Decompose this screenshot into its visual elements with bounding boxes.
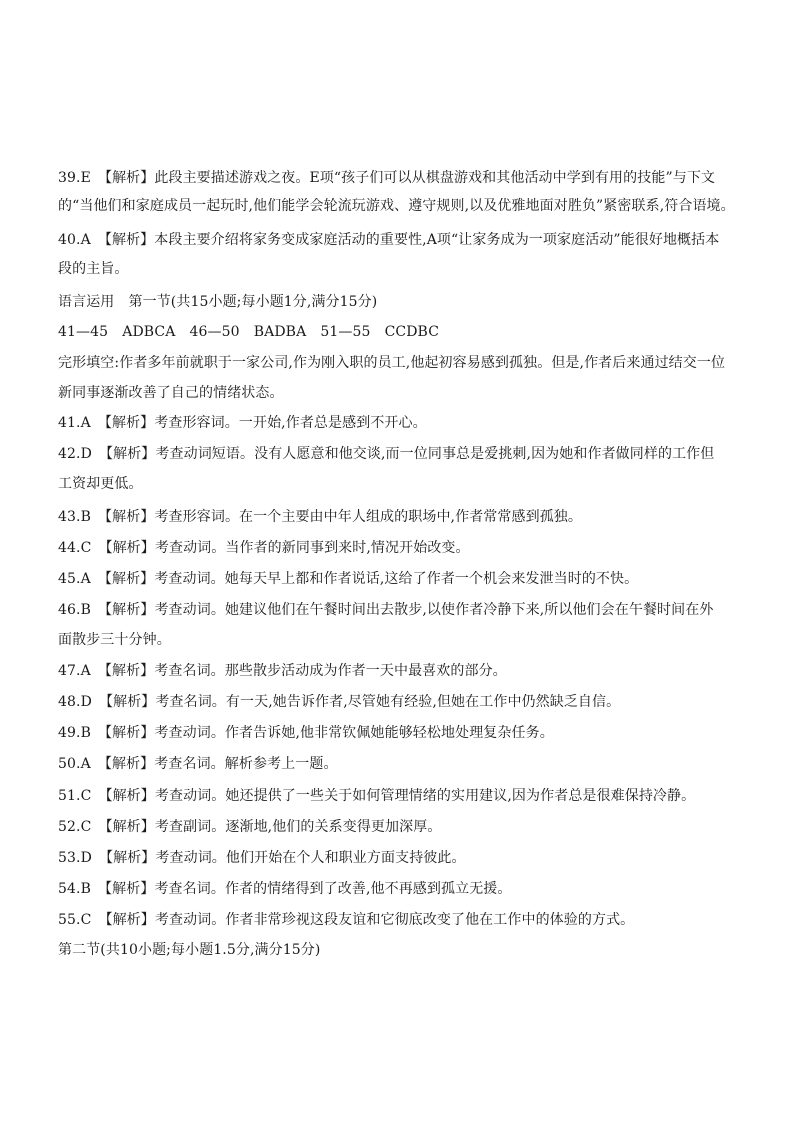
answer-48: 48.D 【解析】考查名词。有一天,她告诉作者,尽管她有经验,但她在工作中仍然缺乏自信。 <box>58 694 621 710</box>
answer-39-line-2: 的“当他们和家庭成员一起玩时,他们能学会轮流玩游戏、遵守规则,以及优雅地面对胜负”紧密联系,符合语境。 <box>58 198 735 214</box>
answer-42-line-2: 工资却更低。 <box>58 476 143 492</box>
cloze-summary-line-1: 完形填空:作者多年前就职于一家公司,作为刚入职的员工,他起初容易感到孤独。但是,作者后来通过结交一位 <box>58 355 726 371</box>
answer-53: 53.D 【解析】考查动词。他们开始在个人和职业方面支持彼此。 <box>58 850 466 866</box>
cloze-summary-line-2: 新同事逐渐改善了自己的情绪状态。 <box>58 385 284 401</box>
answer-46-line-1: 46.B 【解析】考查动词。她建议他们在午餐时间出去散步,以使作者冷静下来,所以他们会在午餐时间在外 <box>58 602 714 618</box>
answer-45: 45.A 【解析】考查动词。她每天早上都和作者说话,这给了作者一个机会来发泄当时的不快。 <box>58 571 639 587</box>
answer-42-line-1: 42.D 【解析】考查动词短语。没有人愿意和他交谈,而一位同事总是爱挑刺,因为她和作者做同样的工作但 <box>58 446 715 462</box>
answer-47: 47.A 【解析】考查名词。那些散步活动成为作者一天中最喜欢的部分。 <box>58 663 507 679</box>
answer-43: 43.B 【解析】考查形容词。在一个主要由中年人组成的职场中,作者常常感到孤独。 <box>58 509 583 525</box>
answer-52: 52.C 【解析】考查副词。逐渐地,他们的关系变得更加深厚。 <box>58 819 442 835</box>
answer-50: 50.A 【解析】考查名词。解析参考上一题。 <box>58 756 338 772</box>
answer-40-line-2: 段的主旨。 <box>58 261 129 277</box>
answer-44: 44.C 【解析】考查动词。当作者的新同事到来时,情况开始改变。 <box>58 540 470 556</box>
answer-49: 49.B 【解析】考查动词。作者告诉她,他非常钦佩她能够轻松地处理复杂任务。 <box>58 725 554 741</box>
answer-51: 51.C 【解析】考查动词。她还提供了一些关于如何管理情绪的实用建议,因为作者总是很难保持冷静。 <box>58 788 696 804</box>
answer-39-line-1: 39.E 【解析】此段主要描述游戏之夜。E项“孩子们可以从棋盘游戏和其他活动中学到有用的技能”与下文 <box>58 170 716 186</box>
answer-41: 41.A 【解析】考查形容词。一开始,作者总是感到不开心。 <box>58 415 427 431</box>
answer-55: 55.C 【解析】考查动词。作者非常珍视这段友谊和它彻底改变了他在工作中的体验的方式。 <box>58 912 635 928</box>
answer-40-line-1: 40.A 【解析】本段主要介绍将家务变成家庭活动的重要性,A项“让家务成为一项家庭活动”能很好地概括本 <box>58 232 720 248</box>
section-2-header: 第二节(共10小题;每小题1.5分,满分15分) <box>58 942 321 958</box>
answer-54: 54.B 【解析】考查名词。作者的情绪得到了改善,他不再感到孤立无援。 <box>58 881 512 897</box>
answer-46-line-2: 面散步三十分钟。 <box>58 632 171 648</box>
section-language-header: 语言运用 第一节(共15小题;每小题1分,满分15分) <box>58 294 378 310</box>
answer-key-41-55: 41—45 ADBCA 46—50 BADBA 51—55 CCDBC <box>58 324 440 340</box>
